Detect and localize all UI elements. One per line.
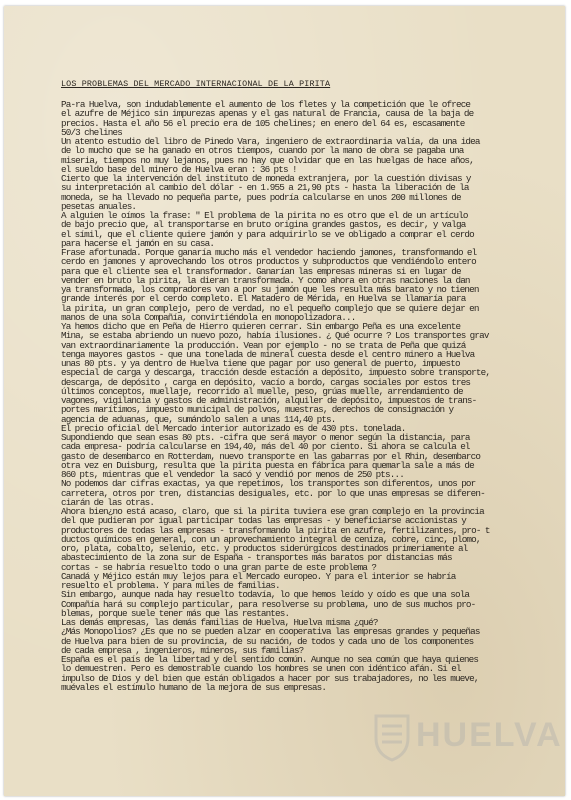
document-line: el símil, que el cliente quiere jamón y para adquirirlo se ve obligado a comprar el cerdo — [61, 229, 474, 239]
document-line: resuelto el problema. Y para miles de familias. — [61, 581, 280, 591]
document-line: gasto de desembarco en Rotterdam, nuevo transporte en las gabarras por el Rhin, desembarco — [61, 451, 481, 461]
document-page — [4, 6, 565, 796]
document-line: van extraordinariamente la producción. Vean por ejemplo - no se trata de Peña que quizá — [61, 340, 466, 350]
document-line: muévales el estímulo humano de la mejora de sus empresas. — [61, 682, 327, 692]
document-line: Ya hemos dicho que en Peña de Hierro quieren cerrar. Sin embargo Peña es una excelente — [61, 322, 461, 332]
document-line: del que pudieran por igual participar todas las empresas - y beneficiarse accionistas y — [61, 516, 466, 526]
document-line: Supondiendo que sean esas 80 pts. -cifra que será mayor o menor según la distancia, para — [61, 433, 470, 443]
document-line: ductos químicos en general, con un aprovechamiento integral de ceniza, cobre, cinc, plomo, — [61, 534, 481, 544]
document-title: LOS PROBLEMAS DEL MERCADO INTERNACIONAL DE LA PIRITA — [61, 79, 331, 89]
document-line: No podemos dar cifras exactas, ya que repetimos, los transportes son diferentos, unos por — [61, 479, 476, 489]
document-line: portes marítimos, impuesto municipal de polvos, muestras, derechos de consignación y — [61, 405, 454, 415]
document-line: para hacerse el jamón en su casa. — [61, 238, 215, 248]
document-line: Sin embargo, aunque nada hay resuelto todavía, lo que hemos leído y oído es que una sola — [61, 590, 470, 600]
watermark-text: HUELVA — [416, 716, 563, 754]
document-line: cada empresa- podría calcularse en 194,40, más del 40 por ciento. Si ahora se calcula el — [61, 442, 470, 452]
document-line: cortas - se habría resuelto todo o una gran parte de este problema ? — [61, 562, 377, 572]
huelva-emblem-icon — [370, 712, 414, 762]
document-line: su interpretación al cambio del dólar - en 1.955 a 21,90 pts - hasta la liberación de la — [61, 183, 469, 193]
document-line: agencia de aduanas, que, sumándolo salen a unas 114,40 pts. — [61, 414, 336, 424]
document-line: Frase afortunada. Porque ganaría mucho más el vendedor haciendo jamones, transformando el — [61, 248, 477, 258]
document-line: el sueldo base del minero de Huelva eran : 36 pts ! — [61, 164, 297, 174]
document-line: unas 80 pts. y ya dentro de Huelva tiene que pagar por uso general de puerto, impuesto — [61, 359, 460, 369]
document-line: cerdo en jamones y aprovechando los otros productos y subproductos que vendiéndolo entero — [61, 257, 476, 267]
document-line: precios. Hasta el año 56 el precio era de 105 chelines; en enero del 64 es, escasamente — [61, 118, 465, 128]
document-line: Ahora bien¿no está acaso, claro, que si la pirita tuviera ese gran complejo en la provincia — [61, 507, 484, 517]
document-line: vagones, vigilancia y gastos de administración, alquiler de depósito, impuestos de trans- — [61, 396, 477, 406]
document-line: tenga mayores gastos - que una tonelada de mineral cuesta desde el centro minero a Huelva — [61, 349, 475, 359]
document-line: Cierto que la intervención del instituto de moneda extranjera, por la cuestión divisas y — [61, 174, 471, 184]
document-line: de cada empresa , ingenieros, mineros, sus familias? — [61, 645, 304, 655]
document-line: pesetas anuales. — [61, 201, 137, 211]
document-line: el azufre de Méjico sin impurezas apenas y el gas natural de Francia, causa de la baja de — [61, 109, 474, 119]
document-line: Un atento estudio del libro de Pinedo Vara, ingeniero de extraordinaria valía, da una idea — [61, 137, 480, 147]
document-line: Compañía hará su complejo particular, para resolverse su problema, uno de sus muchos pro- — [61, 599, 476, 609]
document-line: A alguien le oímos la frase: " El problema de la pirita no es otro que el de un artículo — [61, 211, 468, 221]
document-line: blemas, porque suele tener más que las restantes. — [61, 608, 290, 618]
document-line: 50/3 chelines — [61, 127, 122, 137]
document-line: ¿Más Monopolios? ¿Es que no se pueden alzar en cooperativa las empresas grandes y pequeñas — [61, 627, 480, 637]
document-line: carretera, otros por tren, distancias desiguales, etc. por lo que unas empresas se diferen- — [61, 488, 485, 498]
document-line: Las demás empresas, las demás familias de Huelva, Huelva misma ¿qué? — [61, 618, 378, 628]
document-line: abastecimiento de la zona sur de España - transportes más baratos por distancias más — [61, 553, 452, 563]
document-line: ya transformada, los compradores van a por su jamón que les resulta más barato y no tienen — [61, 285, 479, 295]
document-line: descarga, de depósito , carga en depósito, vacío a bordo, cargas sociales por estos tres — [61, 377, 471, 387]
document-line: impulso de Dios y del bien que están obligados a hacer por sus trabajadores, no les mueve, — [61, 673, 479, 683]
document-line: moneda, se ha llevado no pequeña parte, pues podría calcularse en unos 200 millones de — [61, 192, 461, 202]
document-line: El precio oficial del Mercado interior autorizado es de 430 pts. tonelada. — [61, 423, 406, 433]
document-line: Mina, se estaba abriendo un nuevo pozo, había ilusiones. ¿ Qué ocurre ? Los transportes grav — [61, 331, 489, 341]
document-line: España es el país de la libertad y del sentido común. Aunque no sea común que haya quienes — [61, 655, 479, 665]
document-body — [61, 100, 543, 692]
document-line: manos de una sola Compañía, convirtiéndola en monopolizadora... — [61, 312, 356, 322]
document-line: de bajo precio que, al transportarse en bruto origina grandes gastos, es decir, y valga — [61, 220, 466, 230]
document-line: Canadá y Méjico están muy lejos para el Mercado europeo. Y para el interior se habría — [61, 571, 456, 581]
document-line: lo demuestren. Pero es demostrable cuando los hombres se unen con idéntico afán. Si el — [61, 664, 461, 674]
document-line: 860 pts, mientras que el vendedor la sacó y vendió por menos de 250 pts... — [61, 470, 404, 480]
document-line: la pirita, un gran complejo, pero de verdad, no el pequeño complejo que se quiere dejar en — [61, 303, 479, 313]
document-line: miseria, tiempos no muy lejanos, pues no hay que olvidar que en las huelgas de hace años, — [61, 155, 474, 165]
document-line: otra vez en Duisburg, resulta que la pirita puesta en fábrica para quemarla sale a más de — [61, 460, 474, 470]
document-line: de Huelva para bien de su provincia, de su nación, de todos y cada uno de los componentes — [61, 636, 474, 646]
document-line: especial de carga y descarga, tracción desde estación a depósito, impuesto sobre transporte, — [61, 368, 491, 378]
document-line: para que el cliente sea el transformador. Ganarían las empresas mineras si en lugar de — [61, 266, 461, 276]
document-line: productores de todas las empresas - transformando la pirita en azufre, fertilizantes, pro- t — [61, 525, 490, 535]
document-line: grande interés por el cerdo completo. El Matadero de Mérida, en Huelva se llamaría para — [61, 294, 466, 304]
document-line: ciarán de las otras. — [61, 497, 155, 507]
document-line: últimos conceptos, muellaje, recorrido al muelle, peso, grúas muelle, arrendamiento de — [61, 386, 463, 396]
document-line: oro, plata, cobalto, selenio, etc. y productos siderúrgicos destinados primeriamente al — [61, 544, 468, 554]
document-line: de lo mucho que se ha ganado en otros tiempos, cuando por la mano de obra se pagaba una — [61, 146, 464, 156]
document-line: vender en bruto la pirita, la dieran transformada. Y como ahora en otras naciones la dan — [61, 275, 470, 285]
document-line: Pa-ra Huelva, son indudablemente el aumento de los fletes y la competición que le ofrece — [61, 100, 471, 110]
archive-watermark — [370, 712, 563, 762]
